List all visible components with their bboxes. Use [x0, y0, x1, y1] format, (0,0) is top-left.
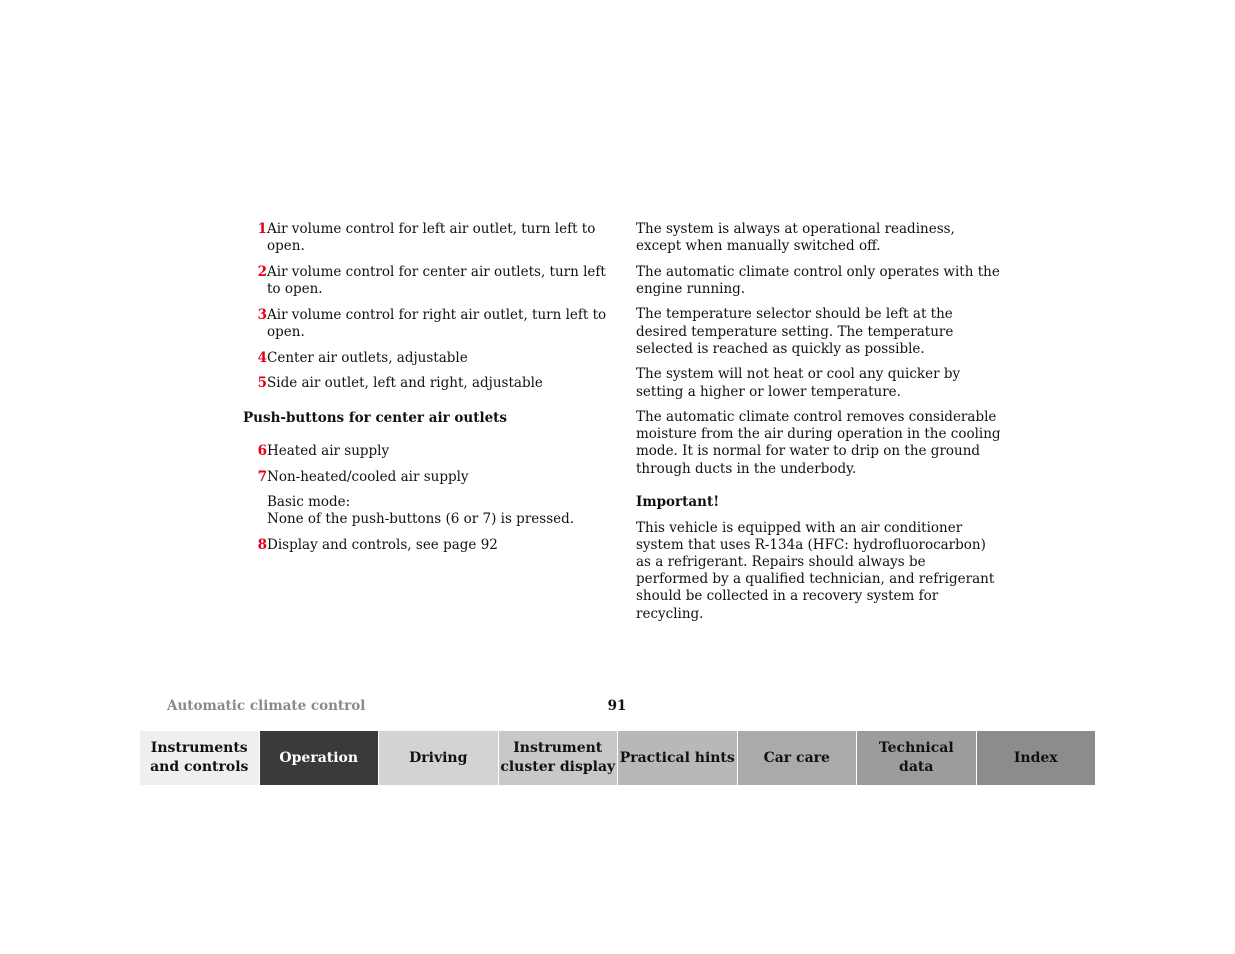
tab-label: and controls	[150, 759, 249, 775]
left-column	[243, 221, 608, 563]
item-number: 4	[257, 349, 267, 366]
tab-label: Instrument	[513, 740, 603, 756]
item-number: 6	[257, 442, 267, 459]
item-number: 5	[257, 375, 267, 392]
item-text: Side air outlet, left and right, adjustable	[267, 375, 543, 392]
tab-practical-hints[interactable]	[618, 731, 738, 785]
right-column	[636, 221, 1001, 631]
tab-label: Operation	[279, 749, 359, 766]
list-item	[243, 443, 608, 460]
tab-driving[interactable]	[379, 731, 499, 785]
paragraph: The system is always at operational readiness, except when manually switched off.	[636, 221, 955, 255]
tab-instruments-and-controls[interactable]	[140, 731, 260, 785]
item-text: Display and controls, see page 92	[267, 537, 498, 554]
list-item	[243, 469, 608, 486]
list-item	[243, 264, 608, 298]
important-heading: Important!	[636, 493, 720, 510]
list-item	[243, 221, 608, 255]
tab-technical-data[interactable]	[857, 731, 977, 785]
tab-car-care[interactable]	[738, 731, 858, 785]
paragraph: The automatic climate control only operates with the engine running.	[636, 263, 1000, 297]
section-title: Automatic climate control	[167, 698, 366, 714]
important-text: This vehicle is equipped with an air conditioner system that uses R-134a (HFC: hydrofluorocarbon) as a refrigerant. Repairs should always be performed by a qualified technician, and refrigerant should be collected in a recovery system for recycling.	[636, 519, 995, 622]
item-text: Non-heated/cooled air supply	[267, 468, 469, 485]
chapter-tab-bar	[140, 731, 1095, 785]
tab-label: Instruments	[150, 740, 248, 756]
item-number: 2	[257, 263, 267, 280]
basic-mode-note	[267, 494, 608, 528]
paragraph: The automatic climate control removes considerable moisture from the air during operation in the cooling mode. It is normal for water to drip on the ground through ducts in the underbody.	[636, 409, 1001, 477]
item-text: Center air outlets, adjustable	[267, 349, 468, 366]
item-text: Heated air supply	[267, 442, 390, 459]
tab-label: Practical hints	[619, 749, 735, 766]
tab-index[interactable]	[977, 731, 1096, 785]
note-line: None of the push-buttons (6 or 7) is pressed.	[267, 511, 575, 528]
tab-label: cluster display	[500, 759, 616, 775]
tab-label: Driving	[409, 749, 468, 766]
list-item	[243, 537, 608, 554]
tab-label: data	[899, 759, 934, 775]
item-number: 3	[257, 306, 267, 323]
tab-operation[interactable]	[260, 731, 380, 785]
page-number: 91	[607, 698, 627, 714]
tab-label: Technical	[878, 740, 954, 756]
item-number: 7	[257, 468, 267, 485]
paragraph: The temperature selector should be left at the desired temperature setting. The temperature selected is reached as quickly as possible.	[636, 306, 954, 357]
tab-instrument-cluster-display[interactable]	[499, 731, 619, 785]
tab-label: Index	[1013, 749, 1058, 766]
list-item	[243, 307, 608, 341]
item-text: Air volume control for center air outlets, turn left to open.	[267, 263, 606, 298]
list-item	[243, 375, 608, 392]
paragraph: The system will not heat or cool any quicker by setting a higher or lower temperature.	[636, 366, 961, 400]
item-text: Air volume control for right air outlet, turn left to open.	[267, 306, 607, 341]
subheading: Push-buttons for center air outlets	[243, 409, 508, 426]
note-line: Basic mode:	[267, 494, 351, 511]
item-text: Air volume control for left air outlet, turn left to open.	[267, 221, 596, 255]
tab-label: Car care	[763, 749, 830, 766]
item-number: 1	[257, 221, 267, 237]
item-number: 8	[257, 537, 267, 554]
list-item	[243, 350, 608, 367]
